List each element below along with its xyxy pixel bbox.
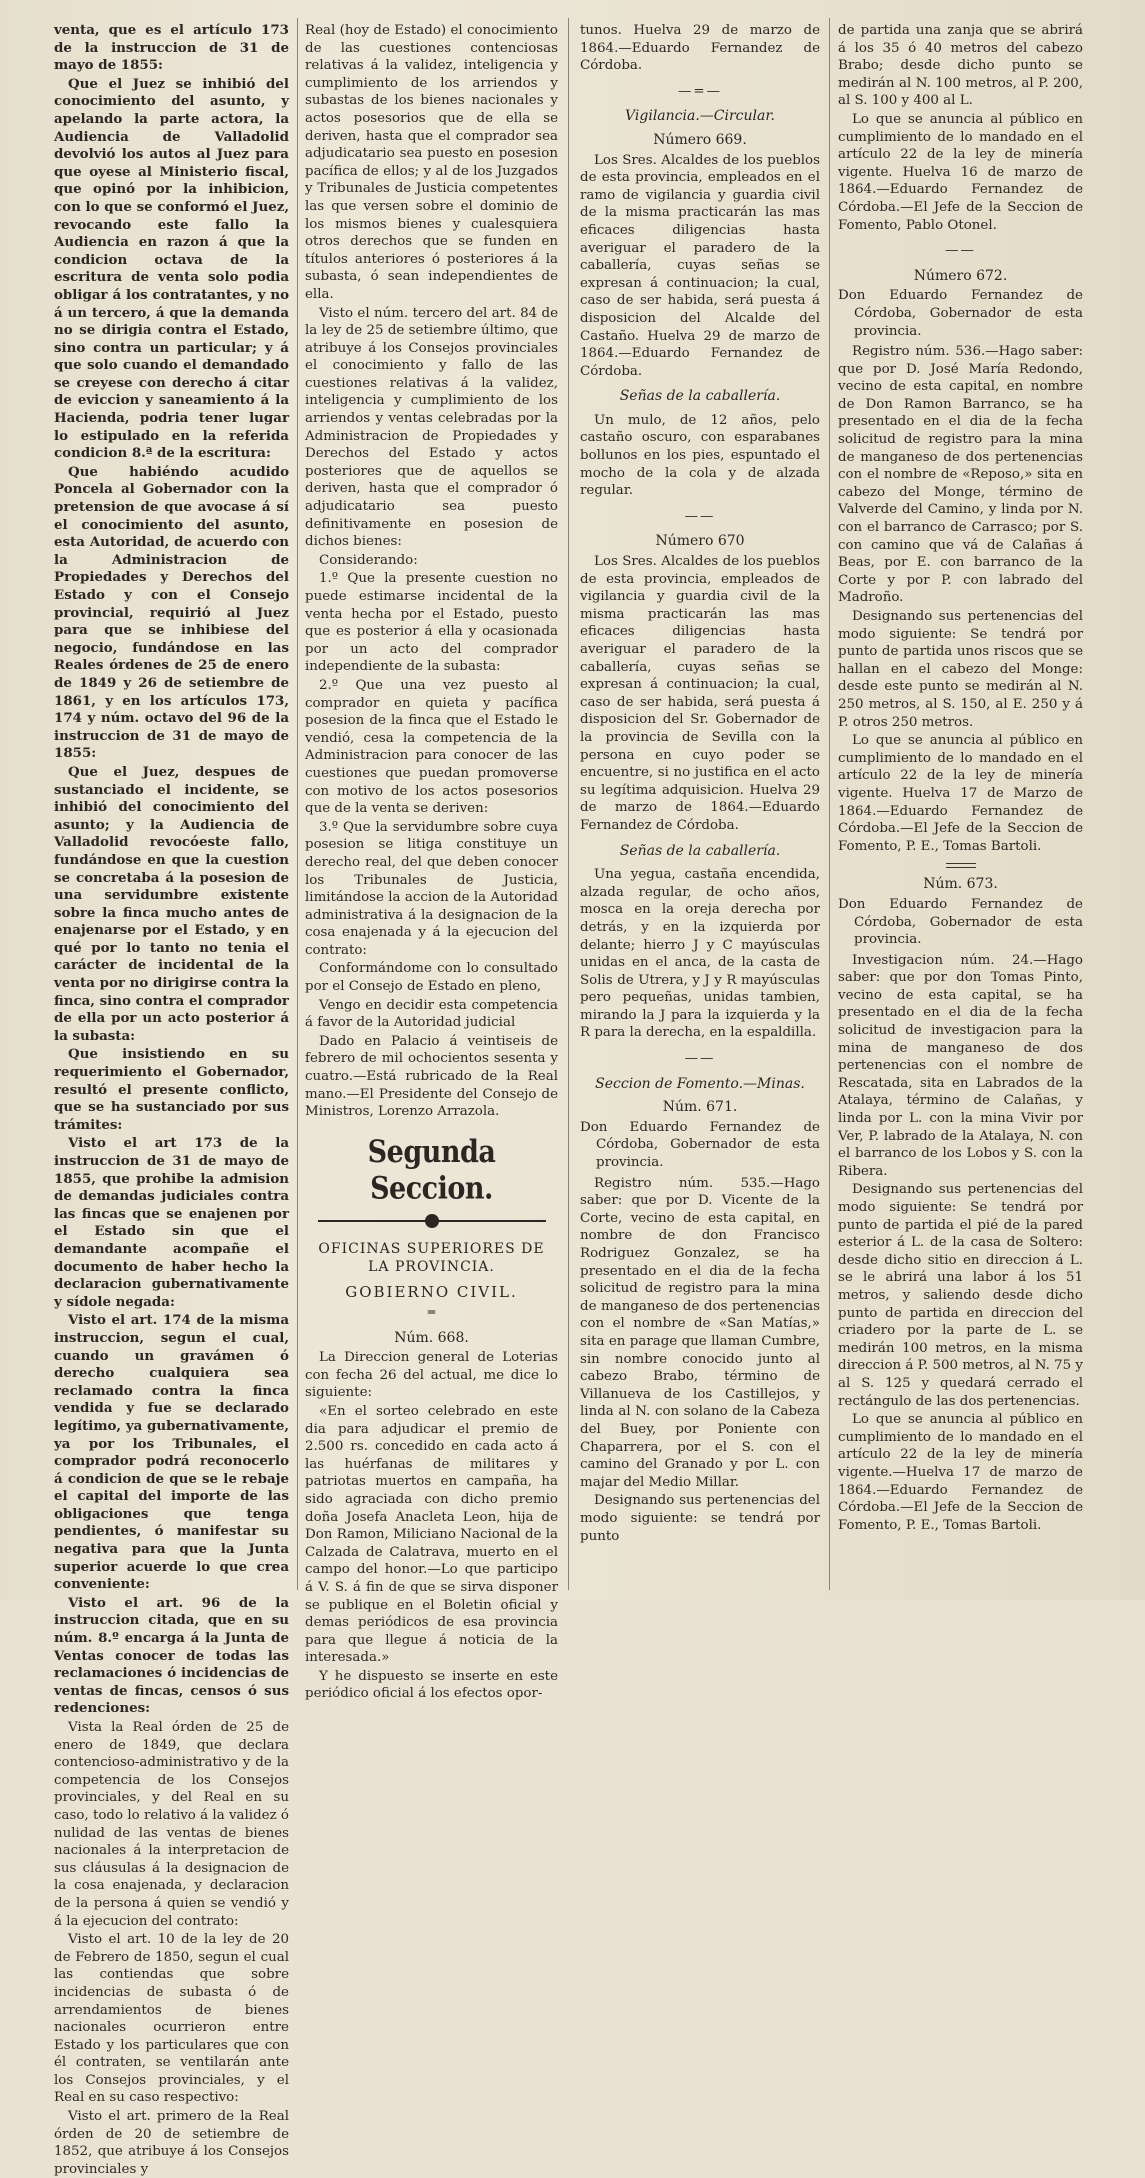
paragraph: Y he dispuesto se inserte en este periódico oficial á los efectos opor- <box>305 1668 558 1702</box>
paragraph: Visto el art. 10 de la ley de 20 de Febrero de 1850, segun el cual las contiendas que sobre incidencias de subasta ó de arrendamientos de bienes nacionales ocurrieron entre Estado y los particulares que con él contraten, se ventilarán ante los Consejos provinciales, y el Real en su caso respectivo: <box>54 1932 289 2106</box>
col4-673 <box>838 952 1083 1535</box>
paragraph: Dado en Palacio á veintiseis de febrero de mil ochocientos sesenta y cuatro.—Está rubricado de la Real mano.—El Presidente del Consejo de Ministros, Lorenzo Arrazola. <box>305 1033 558 1120</box>
senas-heading-1: Señas de la caballería. <box>619 388 781 405</box>
paragraph: Designando sus pertenencias del modo siguiente: Se tendrá por punto de partida unos riscos que se hallan en el cabezo del Monge: desde este punto se medirán al N. 250 metros, al S. 150, al E. 250 y á P. otros 250 metros. <box>838 609 1083 730</box>
paragraph: Lo que se anuncia al público en cumplimiento de lo mandado en el artículo 22 de la ley de minería vigente.—Huelva 17 de marzo de 1864.—Eduardo Fernandez de Córdoba.—El Jefe de la Seccion de Fomento, P. E., Tomas Bartoli. <box>838 1412 1083 1533</box>
vigilancia-heading: Vigilancia.—Circular. <box>625 108 775 125</box>
paragraph: tunos. Huelva 29 de marzo de 1864.—Eduardo Fernandez de Córdoba. <box>580 23 820 74</box>
separator <box>946 863 976 868</box>
paragraph: Lo que se anuncia al público en cumplimiento de lo mandado en el artículo 22 de la ley de minería vigente. Huelva 16 de marzo de 1864.—Eduardo Fernandez de Córdoba.—El Jefe de la Seccion de Fomento, Pablo Otonel. <box>838 111 1083 233</box>
col4-top <box>838 22 1083 234</box>
paragraph: Visto el art. 96 de la instruccion citada, que en su núm. 8.º encarga á la Junta de Ventas conocer de todas las reclamaciones ó incidencias de ventas de fincas, censos ó sus redenciones: <box>54 1594 289 1717</box>
notice-number-669: Número 669. <box>653 131 747 148</box>
paragraph: de partida una zanja que se abrirá á los 35 ó 40 metros del cabezo Brabo; desde dicho punto se medirán al N. 100 metros, al P. 200, al S. 100 y 400 al L. <box>838 23 1083 109</box>
separator: —— <box>684 1051 716 1067</box>
paragraph: Visto el núm. tercero del art. 84 de la ley de 25 de setiembre último, que atribuye á los Consejos provinciales el conocimiento y fallo de las cuestiones relativas á la validez, inteligencia y cumplimiento de los arriendos y ventas celebradas por la Administracion de Propiedades y Derechos del Estado y actos posteriores que de aquellos se deriven, hasta que el comprador ó adjudicatario sea puesto definitivamente en posesion de dichos bienes: <box>305 305 558 550</box>
paragraph: Conformándome con lo consultado por el Consejo de Estado en pleno, <box>305 961 558 995</box>
col3-top <box>580 22 820 75</box>
paragraph: Considerando: <box>319 552 418 568</box>
col1-body <box>54 22 289 2178</box>
paragraph: 1.º Que la presente cuestion no puede estimarse incidental de la venta hecha por el Estado, puesto que es posterior á ella y ocasionada por un acto del comprador independiente de la subasta: <box>305 571 558 675</box>
paragraph: Un mulo, de 12 años, pelo castaño oscuro, con esparabanes bollunos en los pies, espuntado el mocho de la cola y de alzada regular. <box>580 412 820 499</box>
paragraph: Visto el art 173 de la instruccion de 31 de mayo de 1855, que prohibe la admision de demandas judiciales contra las fincas que se enajenen por el Estado sin que el demandante acompañe el documento de haber hecho la declaracion gubernativamente y sídole negada: <box>54 1135 289 1310</box>
paragraph: Lo que se anuncia al público en cumplimiento de lo mandado en el artículo 22 de la ley de minería vigente. Huelva 17 de Marzo de 1864.—Eduardo Fernandez de Córdoba.—El Jefe de la Seccion de Fomento, P. E., Tomas Bartoli. <box>838 733 1083 854</box>
paragraph: 2.º Que una vez puesto al comprador en quieta y pacífica posesion de la finca que el Estado le vendió, cesa la competencia de la Administracion para conocer de las cuestiones que puedan promoverse con motivo de los actos posesorios que de la venta se deriven: <box>305 677 558 817</box>
section-title: Segunda Seccion. <box>367 1134 496 1207</box>
paragraph: Los Sres. Alcaldes de los pueblos de esta provincia, empleados de vigilancia y guardia civil de la misma practicarán las mas eficaces diligencias hasta averiguar el paradero de la caballería, cuyas señas se expresan á continuacion; la cual, caso de ser habida, será puesta á disposicion del Sr. Gobernador de la provincia de Sevilla con la persona en cuyo poder se encuentre, si no justifica en el acto su legítima adquisicion. Huelva 29 de marzo de 1864.—Eduardo Fernandez de Córdoba. <box>580 554 820 833</box>
paragraph: Visto el art. 174 de la misma instruccion, segun el cual, cuando un gravámen ó derecho cualquiera sea reclamado contra la finca vendida y fue se declarado legítimo, ya gubernativamente, ya por los Tribunales, el comprador podrá reconocerlo á condicion de que se le rebaje el capital del importe de las obligaciones que tenga pendientes, ó manifestar su negativa para que la Junta superior acuerde lo que crea conveniente: <box>54 1312 289 1593</box>
paragraph: Que habiéndo acudido Poncela al Gobernador con la pretension de que avocase á sí el conocimiento del asunto, esta Autoridad, de acuerdo con la Administracion de Propiedades y Derechos del Estado y con el Consejo provincial, requirió al Juez para que se inhibiese del negocio, fundándose en las Reales órdenes de 25 de enero de 1849 y 26 de setiembre de 1861, y en los artículos 173, 174 y núm. octavo del 96 de la instruccion de 31 de mayo de 1855: <box>54 463 289 762</box>
oficinas-heading: OFICINAS SUPERIORES DE LA PROVINCIA. <box>318 1241 545 1276</box>
paragraph: Vista la Real órden de 25 de enero de 1849, que declara contencioso-administrativo y de la competencia de los Consejos provinciales, y del Real en su caso, todo lo relativo á la validez ó nulidad de las ventas de bienes nacionales á la interpretacion de sus cláusulas á la designacion de la cosa enajenada, y declaracion de la persona á quien se vendió y á la ejecucion del contrato: <box>54 1720 289 1929</box>
column-4 <box>838 22 1083 1590</box>
paragraph: Registro núm. 536.—Hago saber: que por D. José María Redondo, vecino de esta capital, en nombre de Don Ramon Barranco, se ha presentado en el dia de la fecha solicitud de registro para la mina de manganeso de dos pertenencias con el nombre de «Reposo,» sita en cabezo del Monge, término de Valverde del Camino, y linda por N. con el barranco de Carrasco; por S. con camino que vá de Calañas á Beas, por E. con barranco de la Corte y por P. con labrado del Madroño. <box>838 344 1083 606</box>
paragraph: Real (hoy de Estado) el conocimiento de las cuestiones contenciosas relativas á la validez, inteligencia y cumplimiento de los arriendos y subastas de los bienes nacionales y actos posesorios que de ella se deriven, hasta que el comprador sea adjudicatario sea puesto en posesion pacífica de ellos; y al de los Juzgados y Tribunales de Justicia competentes las que versen sobre el dominio de los mismos bienes y cualesquiera otros derechos que se funden en títulos anteriores ó posteriores á la subasta, ó sean independientes de ella. <box>305 23 558 302</box>
paragraph: Que el Juez se inhibió del conocimiento del asunto, y apelando la parte actora, la Audiencia de Valladolid devolvió los autos al Juez para que oyese al Ministerio fiscal, que opinó por la inhibicion, con lo que se conformó el Juez, revocando este fallo la Audiencia en razon á que la condicion octava de la escritura de venta solo podia obligar á los contratantes, y no á un tercero, á que la demanda no se dirigia contra el Estado, sino contra un particular; y á que solo cuando el demandado se creyese con derecho á citar de eviccion y saneamiento á la Hacienda, podria tener lugar lo estipulado en la referida condicion 8.ª de la escritura: <box>54 75 289 462</box>
separator: —— <box>684 508 716 524</box>
col3-671 <box>580 1175 820 1545</box>
notice-number-673: Núm. 673. <box>923 876 998 893</box>
col2-loterias <box>305 1349 558 1703</box>
paragraph: Investigacion núm. 24.—Hago saber: que por don Tomas Pinto, vecino de esta capital, se ha presentado en el dia de la fecha solicitud de investigacion para la mina de manganeso de dos pertenencias con el nombre de Rescatada, sita en Labrados de la Atalaya, término de Calañas, y linda por L. con la mina Vivir por Ver, P. labrado de la Atalaya, N. con el barranco de los Lobos y S. con la Ribera. <box>838 952 1083 1179</box>
notice-number-670: Número 670 <box>655 533 745 550</box>
double-rule: ═ <box>427 1305 436 1319</box>
separator: —=— <box>677 83 722 99</box>
gobierno-heading: GOBIERNO CIVIL. <box>345 1283 518 1302</box>
notice-number-672: Número 672. <box>913 267 1008 284</box>
fomento-heading: Seccion de Fomento.—Minas. <box>595 1075 805 1092</box>
paragraph: Una yegua, castaña encendida, alzada regular, de ocho años, mosca en la oreja derecha por detrás, y en la izquierda por delante; hierro J y C mayúsculas unidas en el anca, de la casta de Solis de Utrera, y J y R mayúsculas pero pequeñas, unidas tambien, mirando la J para la izquierda y la R para la derecha, en la espaldilla. <box>580 867 820 1041</box>
paragraph: Que insistiendo en su requerimiento el Gobernador, resultó el presente conflicto, que se ha sustanciado por sus trámites: <box>54 1046 289 1133</box>
column-rule <box>297 18 298 1590</box>
paragraph: Los Sres. Alcaldes de los pueblos de esta provincia, empleados en el ramo de vigilancia y guardia civil de la misma practicarán las mas eficaces diligencias hasta averiguar el paradero de la caballería, cuyas señas se expresan á continuacion; la cual, caso de ser habida, será puesta á disposicion del Alcalde del Castaño. Huelva 29 de marzo de 1864.—Eduardo Fernandez de Córdoba. <box>580 152 820 379</box>
governor-heading-672: Don Eduardo Fernandez de Córdoba, Gobernador de esta provincia. <box>838 288 1083 339</box>
paragraph: Que el Juez, despues de sustanciado el incidente, se inhibió del conocimiento del asunto; y la Audiencia de Valladolid revocóeste fallo, fundándose en que la cuestion se concretaba á la posesion de una servidumbre existente sobre la finca mucho antes de enajenarse por el Estado, y en qué por lo tanto no tenia el carácter de incidental de la venta por no dirigirse contra la finca, sino contra el comprador de ella por un acto posterior á la subasta: <box>54 763 289 1044</box>
paragraph: Designando sus pertenencias del modo siguiente: Se tendrá por punto de partida el pié de la pared esterior á L. de la casa de Soltero: desde dicho sitio en direccion á L. se le abrirá una labor á los 51 metros, y saliendo desde dicho punto de partida en direccion del criadero por la parte de L. se medirán 100 metros, en la misma direccion á P. 500 metros, al N. 75 y al S. 125 y quedará cerrado el rectángulo de las dos pertenencias. <box>838 1182 1083 1409</box>
col2-royal-decree <box>305 22 558 1121</box>
col3-senas-2 <box>580 866 820 1042</box>
paragraph: Vengo en decidir esta competencia á favor de la Autoridad judicial <box>305 997 558 1031</box>
governor-heading-671: Don Eduardo Fernandez de Córdoba, Gobernador de esta provincia. <box>580 1119 820 1171</box>
column-rule <box>829 18 830 1590</box>
paragraph: venta, que es el artículo 173 de la instruccion de 31 de mayo de 1855: <box>54 22 289 74</box>
separator: —— <box>945 243 976 259</box>
paragraph: «En el sorteo celebrado en este dia para adjudicar el premio de 2.500 rs. concedido en cada acto á las huérfanas de militares y patriotas muertos en campaña, ha sido agraciada con dicho premio doña Josefa Anacleta Leon, hija de Don Ramon, Miliciano Nacional de la Calzada de Calatrava, muerto en el campo del honor.—Lo que participo á V. S. á fin de que se sirva disponer se publique en el Boletin oficial y demas periódicos de esa provincia para que llegue á noticia de la interesada.» <box>305 1403 558 1666</box>
paragraph: Registro núm. 535.—Hago saber: que por D. Vicente de la Corte, vecino de esta capital, en nombre de don Francisco Rodriguez Gonzalez, se ha presentado en el dia de la fecha solicitud de registro para la mina de manganeso de dos pertenencias con el nombre de «San Matías,» sita en parage que llaman Cumbre, sin nombre conocido junto al cabezo Brabo, término de Villanueva de los Castillejos, y linda al N. con solano de la Cabeza del Buey, por Poniente con Chaparrera, por el S. con el camino del Granado y por L. con majar del Medio Millar. <box>580 1175 820 1490</box>
senas-heading-2: Señas de la caballería. <box>619 842 781 859</box>
column-rule <box>568 18 569 1590</box>
paragraph: Designando sus pertenencias del modo siguiente: se tendrá por punto <box>580 1493 820 1544</box>
governor-heading-673: Don Eduardo Fernandez de Córdoba, Gobernador de esta provincia. <box>838 896 1083 948</box>
column-1 <box>54 22 289 2177</box>
column-2 <box>305 22 558 1702</box>
paragraph: 3.º Que la servidumbre sobre cuya posesion se litiga constituye un derecho real, del que deben conocer los Tribunales de Justicia, limitándose la accion de la Autoridad administrativa á la designacion de la cosa enajenada y á la ejecucion del contrato: <box>305 819 558 958</box>
paragraph: La Direccion general de Loterias con fecha 26 del actual, me dice lo siguiente: <box>305 1350 558 1401</box>
paragraph: Visto el art. primero de la Real órden de 20 de setiembre de 1852, que atribuye á los Consejos provinciales y <box>54 2109 289 2177</box>
col3-669 <box>580 152 820 381</box>
notice-number-671: Núm. 671. <box>662 1099 738 1116</box>
col4-672 <box>838 343 1083 855</box>
notice-number-668: Núm. 668. <box>394 1329 469 1346</box>
col3-670 <box>580 553 820 835</box>
column-3 <box>580 22 820 1590</box>
ornament-divider <box>305 1213 558 1231</box>
col3-senas-1 <box>580 412 820 500</box>
